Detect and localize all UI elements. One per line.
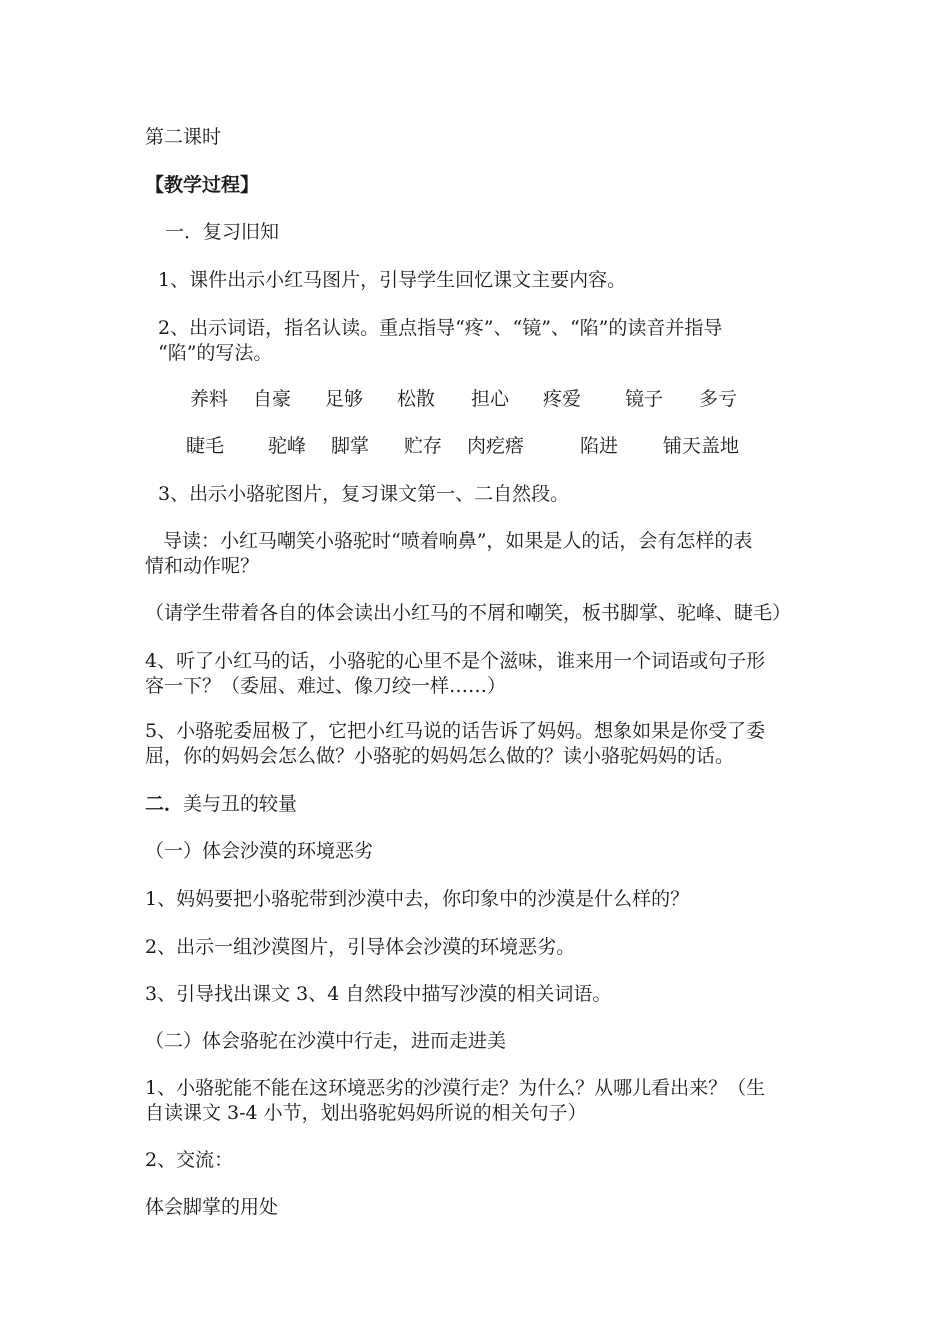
part1-item2-line2: “陷”的写法。: [158, 342, 273, 364]
vocab-word: 多亏: [699, 388, 738, 410]
part2-heading-text: 美与丑的较量: [183, 793, 298, 815]
guide-line1: 导读：小红马嘲笑小骆驼时“喷着响鼻”，如果是人的话，会有怎样的表: [163, 530, 753, 552]
vocab-word: 养料: [190, 388, 229, 410]
vocab-word: 睫毛: [186, 435, 225, 457]
lesson-title: 第二课时: [145, 126, 222, 148]
vocab-word: 肉疙瘩: [467, 435, 525, 457]
part1-item5-line2: 屈，你的妈妈会怎么做？小骆驼的妈妈怎么做的？读小骆驼妈妈的话。: [145, 745, 735, 767]
vocab-word: 脚掌: [331, 435, 370, 457]
part1-item2-line1: 2、出示词语，指名认读。重点指导“疼”、“镜”、“陷”的读音并指导: [158, 317, 723, 339]
part1-heading: 一．复习旧知: [165, 221, 280, 243]
vocab-word: 担心: [471, 388, 510, 410]
vocab-word: 足够: [325, 388, 364, 410]
part1-item3: 3、出示小骆驼图片，复习课文第一、二自然段。: [158, 483, 570, 505]
vocab-word: 疼爱: [543, 388, 582, 410]
guide-line2: 情和动作呢？: [145, 555, 260, 577]
part1-item1: 1、课件出示小红马图片，引导学生回忆课文主要内容。: [158, 269, 627, 291]
part2-sub1: （一）体会沙漠的环境恶劣: [145, 840, 374, 862]
part2-sub1-item1: 1、妈妈要把小骆驼带到沙漠中去，你印象中的沙漠是什么样的？: [145, 888, 690, 910]
vocab-word: 自豪: [253, 388, 292, 410]
part1-item4-line1: 4、听了小红马的话，小骆驼的心里不是个滋味，谁来用一个词语或句子形: [145, 650, 766, 672]
vocab-word: 铺天盖地: [663, 435, 740, 457]
vocab-word: 镜子: [625, 388, 664, 410]
vocab-word: 贮存: [404, 435, 443, 457]
part1-item4-line2: 容一下？（委屈、难过、像刀绞一样……）: [145, 675, 507, 697]
teacher-note: （请学生带着各自的体会读出小红马的不屑和嘲笑，板书脚掌、驼峰、睫毛）: [145, 602, 792, 624]
vocab-word: 陷进: [580, 435, 619, 457]
part2-sub2: （二）体会骆驼在沙漠中行走，进而走进美: [145, 1030, 507, 1052]
vocab-word: 松散: [397, 388, 436, 410]
part2-heading: [145, 791, 297, 817]
vocab-word: 驼峰: [268, 435, 307, 457]
part2-sub2-item2: 2、交流：: [145, 1149, 234, 1171]
part2-sub2-item1-line1: 1、小骆驼能不能在这环境恶劣的沙漠行走？为什么？从哪儿看出来？（生: [145, 1077, 766, 1099]
part2-sub2-item1-line2: 自读课文 3-4 小节，划出骆驼妈妈所说的相关句子）: [145, 1102, 587, 1124]
part2-sub2-item3: 体会脚掌的用处: [145, 1196, 279, 1218]
section-heading: 【教学过程】: [145, 174, 260, 196]
part2-sub1-item3: 3、引导找出课文 3、4 自然段中描写沙漠的相关词语。: [145, 983, 612, 1005]
part2-sub1-item2: 2、出示一组沙漠图片，引导体会沙漠的环境恶劣。: [145, 936, 576, 958]
part2-heading-number: 二．: [145, 793, 184, 815]
part1-item5-line1: 5、小骆驼委屈极了，它把小红马说的话告诉了妈妈。想象如果是你受了委: [145, 720, 766, 742]
